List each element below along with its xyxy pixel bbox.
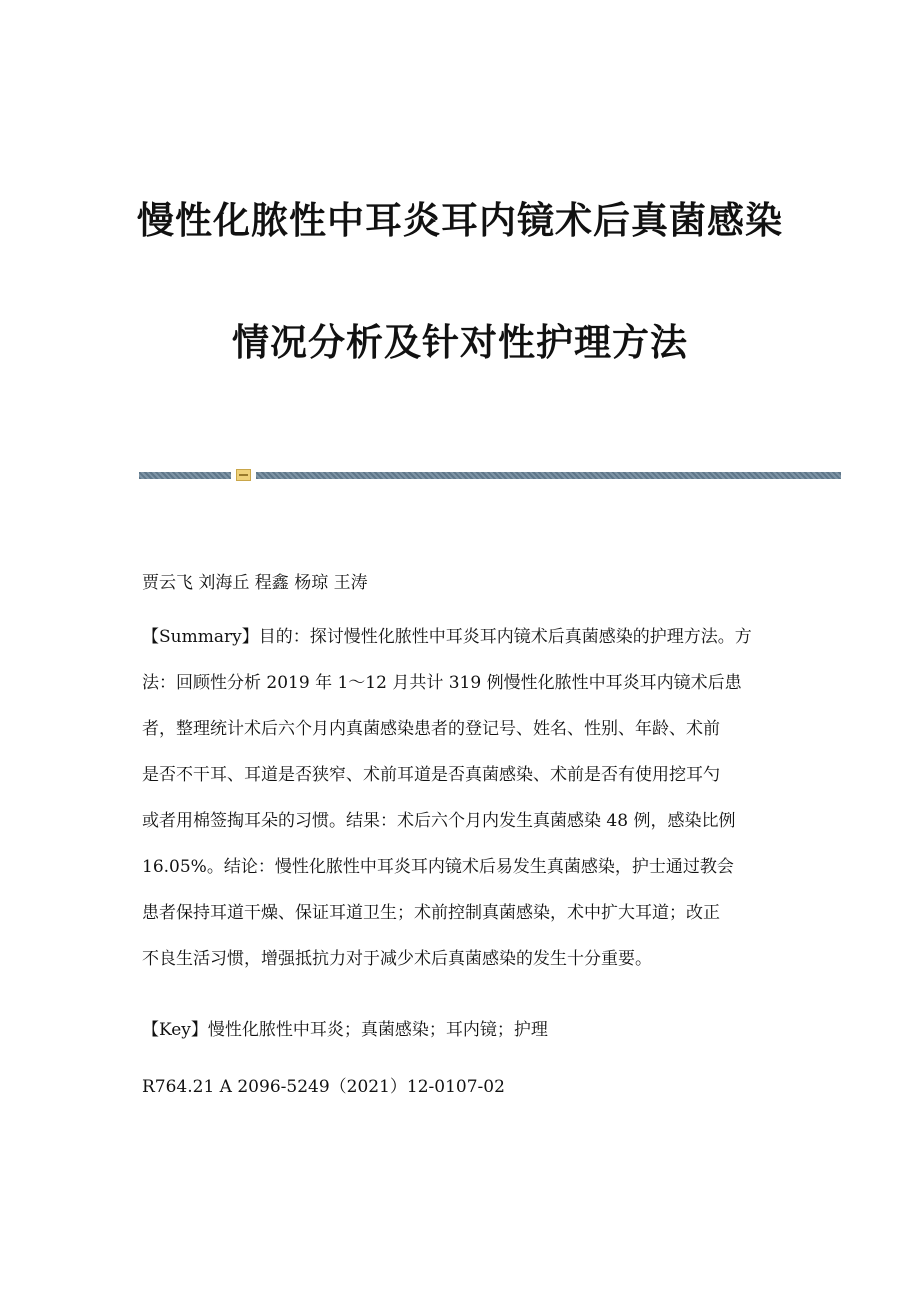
title-line-2: 情况分析及针对性护理方法 — [232, 321, 688, 364]
keywords: 【Key】慢性化脓性中耳炎；真菌感染；耳内镜；护理 — [142, 1020, 548, 1040]
abstract-line: 法：回顾性分析 2019 年 1～12 月共计 319 例慢性化脓性中耳炎耳内镜术后患 — [142, 673, 742, 693]
abstract-line: 16.05%。结论：慢性化脓性中耳炎耳内镜术后易发生真菌感染，护士通过教会 — [142, 857, 734, 877]
abstract-line: 不良生活习惯，增强抵抗力对于减少术后真菌感染的发生十分重要。 — [142, 949, 652, 969]
abstract-line: 患者保持耳道干燥、保证耳道卫生；术前控制真菌感染，术中扩大耳道；改正 — [142, 903, 720, 923]
abstract-line: 【Summary】目的：探讨慢性化脓性中耳炎耳内镜术后真菌感染的护理方法。方 — [142, 627, 752, 647]
title-line-1: 慢性化脓性中耳炎耳内镜术后真菌感染 — [137, 199, 783, 242]
abstract-line: 或者用棉签掏耳朵的习惯。结果：术后六个月内发生真菌感染 48 例，感染比例 — [142, 811, 736, 831]
divider-bar-left — [139, 472, 231, 479]
divider-ornament-icon — [236, 469, 251, 481]
classification-code: R764.21 A 2096-5249（2021）12-0107-02 — [142, 1077, 505, 1097]
title-divider — [139, 468, 841, 482]
abstract — [142, 620, 782, 988]
abstract-line: 是否不干耳、耳道是否狭窄、术前耳道是否真菌感染、术前是否有使用挖耳勺 — [142, 765, 720, 785]
abstract-line: 者，整理统计术后六个月内真菌感染患者的登记号、姓名、性别、年龄、术前 — [142, 719, 720, 739]
author-list: 贾云飞 刘海丘 程鑫 杨琼 王涛 — [142, 573, 368, 593]
divider-bar-right — [256, 472, 841, 479]
